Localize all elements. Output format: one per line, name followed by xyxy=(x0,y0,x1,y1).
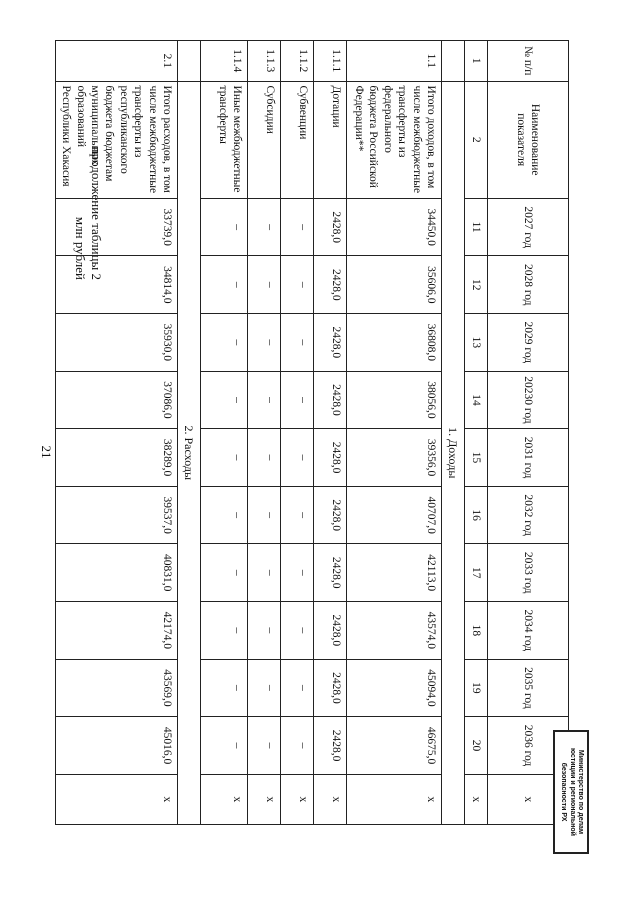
value-cell: х xyxy=(201,774,248,824)
value-cell: 45016,0 xyxy=(56,717,178,775)
budget-table xyxy=(55,40,569,825)
value-cell: – xyxy=(281,659,314,717)
row-name: Субсидии xyxy=(248,81,281,198)
index-cell: 16 xyxy=(465,486,488,544)
index-cell: х xyxy=(465,774,488,824)
stamp-line: юстиции и региональной xyxy=(568,748,576,836)
stamp-line: Министерство по делам xyxy=(577,749,584,835)
index-cell: 18 xyxy=(465,602,488,660)
value-cell: – xyxy=(201,314,248,372)
value-cell: х xyxy=(281,774,314,824)
index-cell: 2 xyxy=(465,81,488,198)
row-number: 1.1.3 xyxy=(248,41,281,82)
value-cell: – xyxy=(248,659,281,717)
value-cell: – xyxy=(201,256,248,314)
header-cell: 2027 год xyxy=(488,198,569,256)
value-cell: 2428,0 xyxy=(314,198,347,256)
value-cell: 43574,0 xyxy=(347,602,442,660)
row-name: Итого доходов, в том числе межбюджетные трансферты из федерального бюджета Российской Федерации** xyxy=(347,81,442,198)
index-cell: 12 xyxy=(465,256,488,314)
value-cell: 35606,0 xyxy=(347,256,442,314)
header-cell: 2029 год xyxy=(488,314,569,372)
value-cell: – xyxy=(281,717,314,775)
value-cell: 40707,0 xyxy=(347,486,442,544)
value-cell: – xyxy=(201,429,248,487)
page-number: 21 xyxy=(39,445,54,459)
value-cell: 2428,0 xyxy=(314,486,347,544)
table-row xyxy=(201,41,248,825)
table-row xyxy=(314,41,347,825)
index-cell: 17 xyxy=(465,544,488,602)
value-cell: 2428,0 xyxy=(314,544,347,602)
section-row-income xyxy=(442,41,465,825)
header-row xyxy=(488,41,569,825)
value-cell: 2428,0 xyxy=(314,659,347,717)
table-row xyxy=(281,41,314,825)
value-cell: – xyxy=(248,314,281,372)
value-cell: – xyxy=(248,486,281,544)
row-number: 1.1 xyxy=(347,41,442,82)
section-title-expenses: 2. Расходы xyxy=(178,81,201,824)
value-cell: – xyxy=(201,198,248,256)
header-cell: Наименование показателя xyxy=(488,81,569,198)
value-cell: – xyxy=(248,198,281,256)
value-cell: – xyxy=(201,659,248,717)
value-cell: х xyxy=(347,774,442,824)
row-name: Иные межбюджетные трансферты xyxy=(201,81,248,198)
value-cell: 2428,0 xyxy=(314,314,347,372)
index-cell: 13 xyxy=(465,314,488,372)
value-cell: – xyxy=(201,371,248,429)
value-cell: – xyxy=(281,544,314,602)
ministry-stamp xyxy=(553,730,589,854)
value-cell: – xyxy=(248,429,281,487)
header-cell: 20230 год xyxy=(488,371,569,429)
value-cell: 2428,0 xyxy=(314,602,347,660)
value-cell: х xyxy=(248,774,281,824)
value-cell: 42174,0 xyxy=(56,602,178,660)
value-cell: 37086,0 xyxy=(56,371,178,429)
index-cell: 1 xyxy=(465,41,488,82)
value-cell: – xyxy=(281,314,314,372)
row-name: Дотации xyxy=(314,81,347,198)
value-cell: – xyxy=(248,256,281,314)
header-cell: 2033 год xyxy=(488,544,569,602)
stamp-line: безопасности РХ xyxy=(560,762,568,822)
header-cell: 2034 год xyxy=(488,602,569,660)
value-cell: – xyxy=(248,544,281,602)
row-number: 1.1.2 xyxy=(281,41,314,82)
table-row xyxy=(56,41,178,825)
index-cell: 19 xyxy=(465,659,488,717)
value-cell: 39356,0 xyxy=(347,429,442,487)
column-index-row xyxy=(465,41,488,825)
value-cell: – xyxy=(201,544,248,602)
value-cell: 33739,0 xyxy=(56,198,178,256)
value-cell: – xyxy=(281,429,314,487)
value-cell: 38289,0 xyxy=(56,429,178,487)
header-cell: 2028 год xyxy=(488,256,569,314)
value-cell: – xyxy=(281,602,314,660)
value-cell: х xyxy=(56,774,178,824)
value-cell: 2428,0 xyxy=(314,429,347,487)
row-name: Субвенции xyxy=(281,81,314,198)
section-title-income: 1. Доходы xyxy=(442,81,465,824)
value-cell: 2428,0 xyxy=(314,371,347,429)
value-cell: 42113,0 xyxy=(347,544,442,602)
header-cell: х xyxy=(488,774,569,824)
value-cell: – xyxy=(201,486,248,544)
header-cell: № п/п xyxy=(488,41,569,82)
value-cell: – xyxy=(281,198,314,256)
value-cell: – xyxy=(248,602,281,660)
value-cell: 34450,0 xyxy=(347,198,442,256)
row-number: 2.1 xyxy=(56,41,178,82)
table-row xyxy=(248,41,281,825)
value-cell: – xyxy=(201,602,248,660)
value-cell: х xyxy=(314,774,347,824)
value-cell: – xyxy=(281,371,314,429)
value-cell: – xyxy=(248,371,281,429)
value-cell: 2428,0 xyxy=(314,256,347,314)
value-cell: 46675,0 xyxy=(347,717,442,775)
value-cell: – xyxy=(248,717,281,775)
row-number: 1.1.1 xyxy=(314,41,347,82)
header-cell: 2032 год xyxy=(488,486,569,544)
header-cell: 2031 год xyxy=(488,429,569,487)
row-name: Итого расходов, в том числе межбюджетные трансферты из республиканского бюджета бюджетам муниципальных образований Республики Хакасия xyxy=(56,81,178,198)
section-row-expenses xyxy=(178,41,201,825)
value-cell: – xyxy=(281,256,314,314)
value-cell: 34814,0 xyxy=(56,256,178,314)
units-label: млн рублей xyxy=(73,216,88,280)
value-cell: – xyxy=(201,717,248,775)
value-cell: 2428,0 xyxy=(314,717,347,775)
index-cell: 14 xyxy=(465,371,488,429)
value-cell: 38056,0 xyxy=(347,371,442,429)
header-cell: 2035 год xyxy=(488,659,569,717)
value-cell: 45094,0 xyxy=(347,659,442,717)
continuation-title: продолжение таблицы 2 xyxy=(89,146,104,280)
value-cell: 35930,0 xyxy=(56,314,178,372)
index-cell: 20 xyxy=(465,717,488,775)
value-cell: – xyxy=(281,486,314,544)
row-number: 1.1.4 xyxy=(201,41,248,82)
index-cell: 11 xyxy=(465,198,488,256)
value-cell: 36808,0 xyxy=(347,314,442,372)
header-cell: 2036 год xyxy=(488,717,569,775)
index-cell: 15 xyxy=(465,429,488,487)
value-cell: 40831,0 xyxy=(56,544,178,602)
value-cell: 39537,0 xyxy=(56,486,178,544)
table-row xyxy=(347,41,442,825)
value-cell: 43569,0 xyxy=(56,659,178,717)
